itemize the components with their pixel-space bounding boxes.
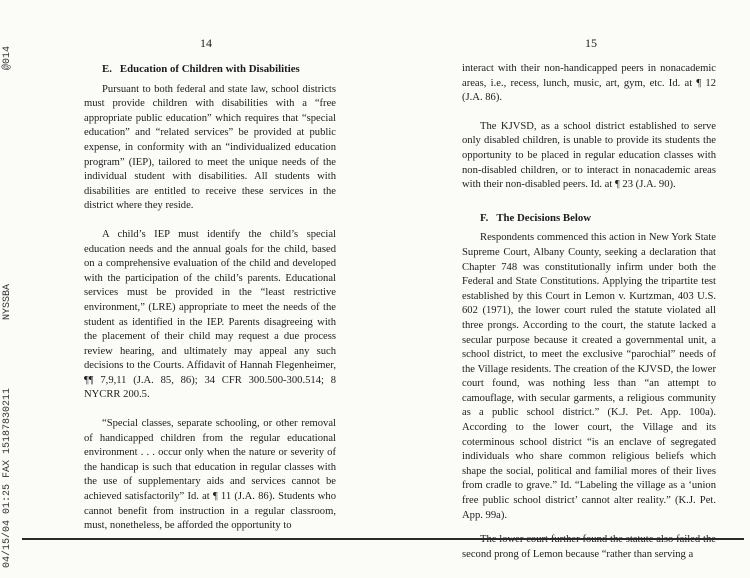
paragraph: Respondents commenced this action in New York State Supreme Court, Albany County, seeking a declaration that Chapter 748 was constitutionally infirm under both the Federal and State Constitutions. Applying the tripartite test established by this Court in Lemon v. Kurtzman, 403 U.S. 602 (1971), the lower court ruled the statute violated all three prongs. According to the court, the statute lacked a secular purpose because it created a governmental unit, a school district, to meet the exclusive “parochial” needs of the Village residents. The creation of the KJVSD, the lower court found, was nothing less than “an attempt to camouflage, with secular garments, a religious community as a public school district.” (K.J. Pet. App. 100a). According to the lower court, the Village and its coterminous school district “is an enclave of segregated individuals who share common religious beliefs which shape the social, political and familial mores of their lives from cradle to grave.” Id. “Labeling the village as a ‘union free public school district’ cannot alter reality.” (K.J. Pet. App. 99a). [462, 232, 716, 521]
paragraph: Pursuant to both federal and state law, school districts must provide children with disabilities with a “free appropriate public education” which requires that “special education” and “related services” be provided at public expense, in conformity with an “individualized education program” (IEP), tailored to meet the unique needs of the individual student with disabilities. All students with disabilities are entitled to receive these services in the district where they reside. [84, 83, 336, 212]
right-page-number: 15 [585, 36, 597, 50]
section-heading-e [84, 62, 336, 77]
right-column [462, 62, 716, 576]
section-letter: E. [102, 63, 112, 75]
left-page-number: 14 [200, 36, 212, 50]
paragraph: second prong of Lemon because “rather than serving a [462, 548, 694, 560]
left-column [84, 62, 336, 548]
section-title: The Decisions Below [496, 211, 592, 224]
fax-header-strip [2, 30, 18, 568]
fax-timestamp: 04/15/04 01:25 FAX 15187830211 [2, 387, 13, 568]
paragraph: “Special classes, separate schooling, or other removal of handicapped children from the regular educational environment . . . occur only when the nature or severity of the handicap is such that education in regular classes with the use of supplementary aids and services cannot be achieved satisfactorily” Id. at ¶ 11 (J.A. 86). Students who cannot benefit from instruction in a regular classroom, must, nonetheless, be afforded the opportunity to [84, 418, 336, 532]
paragraph: interact with their non-handicapped peers in nonacademic areas, i.e., recess, lunch, music, art, gym, etc. Id. at ¶ 12 (J.A. 86). [462, 63, 716, 104]
paragraph: The KJVSD, as a school district established to serve only disabled children, is unable to provide its students the opportunity to be placed in regular education classes with non-disabled children, or to interact in nonacademic areas with their non-disabled peers. Id. at ¶ 23 (J.A. 90). [462, 120, 716, 191]
fax-org-name: NYSSBA [2, 283, 13, 320]
fax-page-code: @014 [2, 45, 13, 70]
section-letter: F. [480, 211, 489, 224]
page-bottom-rule [22, 538, 744, 540]
paragraph: A child’s IEP must identify the child’s special education needs and the annual goals for the child, based on a comprehensive evaluation of the child and developed with the participation of the child’s parents. Educational services must be provided in the “least restrictive environment,” (LRE) appropriate to meet the needs of the student as identified in the IEP. Parents disagreeing with the placement of their child may request a due process review hearing, and ultimately may appeal any such decisions to the Courts. Affidavit of Hannah Flegenheimer, ¶¶ 7,9,11 (J.A. 85, 86); 34 CFR 300.500-300.514; 8 NYCRR 200.5. [84, 228, 336, 401]
section-title: Education of Children with Disabilities [119, 63, 300, 75]
section-heading-f [462, 211, 716, 226]
